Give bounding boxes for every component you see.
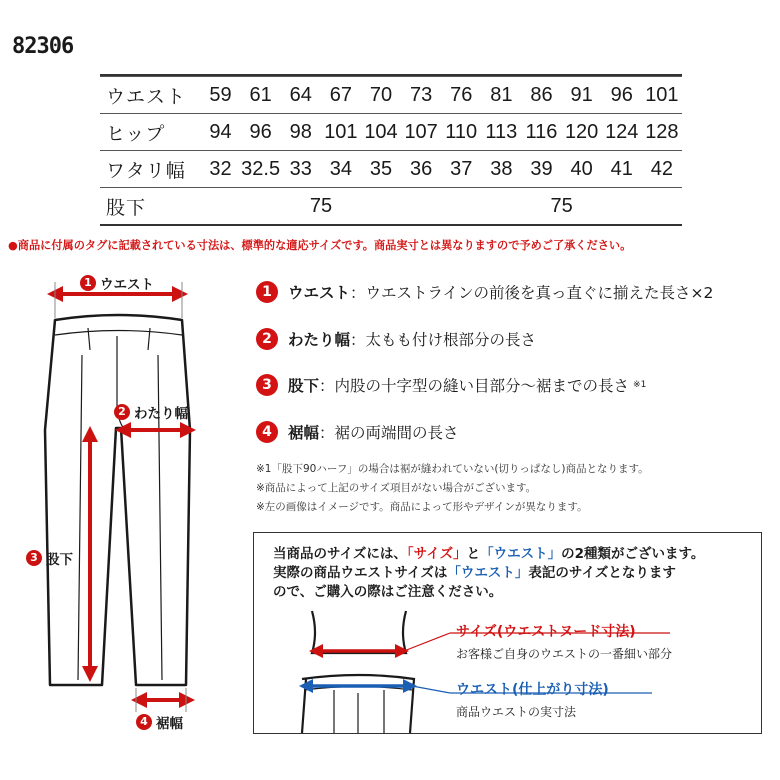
footnote: ※1「股下90ハーフ」の場合は裾が縫われていない(切りっぱなし)商品となります。 — [256, 463, 649, 475]
number-4-icon: 4 — [136, 714, 152, 730]
size-nude-label: サイズ(ウエストヌード寸法) — [456, 624, 636, 640]
model-number: 82306 — [12, 34, 74, 59]
table-cell: 101 — [324, 120, 358, 143]
footnote: ※左の画像はイメージです。商品によって形やデザインが異なります。 — [256, 501, 588, 513]
number-3-icon: 3 — [26, 550, 42, 566]
table-cell: 32.5 — [241, 157, 281, 180]
diagram-label-thigh — [114, 402, 188, 422]
number-2-icon: 2 — [114, 404, 130, 420]
number-2-icon: 2 — [256, 328, 278, 350]
footnote: ※商品によって上記のサイズ項目がない場合がございます。 — [256, 482, 537, 494]
table-cell: 36 — [410, 157, 433, 180]
definition-desc: ：裾の両端間の長さ — [319, 423, 459, 442]
table-cell: 128 — [645, 120, 679, 143]
table-cell: 40 — [570, 157, 593, 180]
text: 実際の商品ウエストサイズは — [273, 565, 448, 581]
definition-item — [256, 327, 713, 351]
definition-desc: ：ウエストラインの前後を真っ直ぐに揃えた長さ×2 — [350, 284, 714, 302]
table-cell: 34 — [329, 157, 352, 180]
table-cell: 98 — [289, 120, 312, 143]
row-header: ヒップ — [106, 122, 166, 145]
table-cell: 67 — [329, 83, 352, 106]
diagram-label-text: 股下 — [46, 552, 73, 568]
table-cell: 32 — [209, 157, 232, 180]
body-outline-icon — [312, 611, 406, 653]
diagram-label-text: 裾幅 — [156, 716, 183, 732]
highlight-waist: 「ウエスト」 — [480, 546, 562, 562]
table-cell: 64 — [289, 83, 312, 106]
row-header: 股下 — [106, 196, 147, 219]
table-cell: 81 — [490, 83, 513, 106]
table-cell: 70 — [369, 83, 393, 106]
table-cell: 96 — [610, 83, 633, 106]
table-cell: 101 — [645, 83, 679, 106]
waist-finished-label: ウエスト(仕上がり寸法) — [456, 682, 609, 698]
table-row-thigh — [100, 150, 682, 187]
number-4-icon: 4 — [256, 421, 278, 443]
table-cell: 38 — [490, 157, 513, 180]
size-nude-desc: お客様ご自身のウエストの一番細い部分 — [456, 647, 673, 661]
table-cell: 107 — [404, 120, 438, 143]
table-cell: 41 — [610, 157, 633, 180]
table-cell: 110 — [445, 120, 478, 143]
definition-term: ウエスト — [288, 284, 351, 302]
table-row-inseam — [100, 187, 682, 224]
size-info-box — [253, 532, 762, 734]
pants-diagram — [0, 260, 250, 740]
measurement-definitions — [256, 280, 713, 466]
definition-item — [256, 280, 713, 304]
table-cell: 116 — [525, 120, 558, 143]
diagram-label-waist — [80, 273, 154, 293]
waist-finished-desc: 商品ウエストの実寸法 — [456, 705, 577, 719]
table-bottom-rule — [100, 224, 682, 226]
definition-term: わたり幅 — [288, 330, 351, 349]
diagram-label-text: わたり幅 — [134, 406, 188, 422]
number-1-icon: 1 — [80, 275, 96, 291]
table-row-waist — [100, 76, 682, 113]
diagram-label-inseam — [26, 548, 73, 568]
text: 表記のサイズとなります — [528, 565, 676, 581]
footnotes — [256, 460, 649, 517]
table-cell: 96 — [249, 120, 272, 143]
table-cell: 86 — [530, 83, 553, 106]
table-cell: 120 — [564, 120, 599, 143]
diagram-label-hem — [136, 712, 183, 732]
definition-desc: ：太もも付け根部分の長さ — [350, 330, 537, 349]
table-cell: 61 — [249, 83, 272, 106]
definition-term: 裾幅 — [288, 423, 320, 442]
row-header: ウエスト — [106, 85, 187, 108]
table-cell: 33 — [289, 157, 312, 180]
number-3-icon: 3 — [256, 374, 278, 396]
table-cell: 94 — [209, 120, 232, 143]
definition-item — [256, 373, 713, 397]
table-cell: 104 — [364, 120, 398, 143]
definition-term: 股下 — [288, 377, 320, 395]
size-table — [100, 74, 682, 226]
footnote-ref: ※1 — [633, 380, 647, 390]
table-cell: 39 — [530, 157, 553, 180]
table-cell: 124 — [605, 120, 639, 143]
table-cell: 73 — [410, 83, 433, 106]
table-row-hip — [100, 113, 682, 150]
diagram-label-text: ウエスト — [100, 277, 154, 293]
text: 当商品のサイズには、 — [273, 546, 407, 562]
highlight-waist: 「ウエスト」 — [447, 565, 529, 581]
table-cell: 113 — [485, 120, 518, 143]
table-cell: 59 — [209, 83, 232, 106]
table-cell: 91 — [570, 83, 593, 106]
text: と — [466, 546, 481, 562]
definition-item — [256, 420, 713, 444]
table-cell: 76 — [450, 83, 473, 106]
table-cell: 37 — [450, 157, 473, 180]
definition-desc: ：内股の十字型の縫い目部分～裾までの長さ — [319, 377, 630, 395]
text: の2種類がございます。 — [561, 546, 705, 562]
tag-size-note: ●商品に付属のタグに記載されている寸法は、標準的な適応サイズです。商品実寸とは異なりますので予めご了承ください。 — [8, 239, 632, 252]
table-cell: 35 — [369, 157, 393, 180]
info-line: ので、ご購入の際はご注意ください。 — [273, 584, 503, 600]
table-cell: 75 — [550, 194, 573, 217]
row-header: ワタリ幅 — [106, 159, 186, 182]
table-cell: 42 — [650, 157, 673, 180]
highlight-size: 「サイズ」 — [406, 546, 467, 562]
number-1-icon: 1 — [256, 281, 278, 303]
table-cell: 75 — [309, 194, 333, 217]
